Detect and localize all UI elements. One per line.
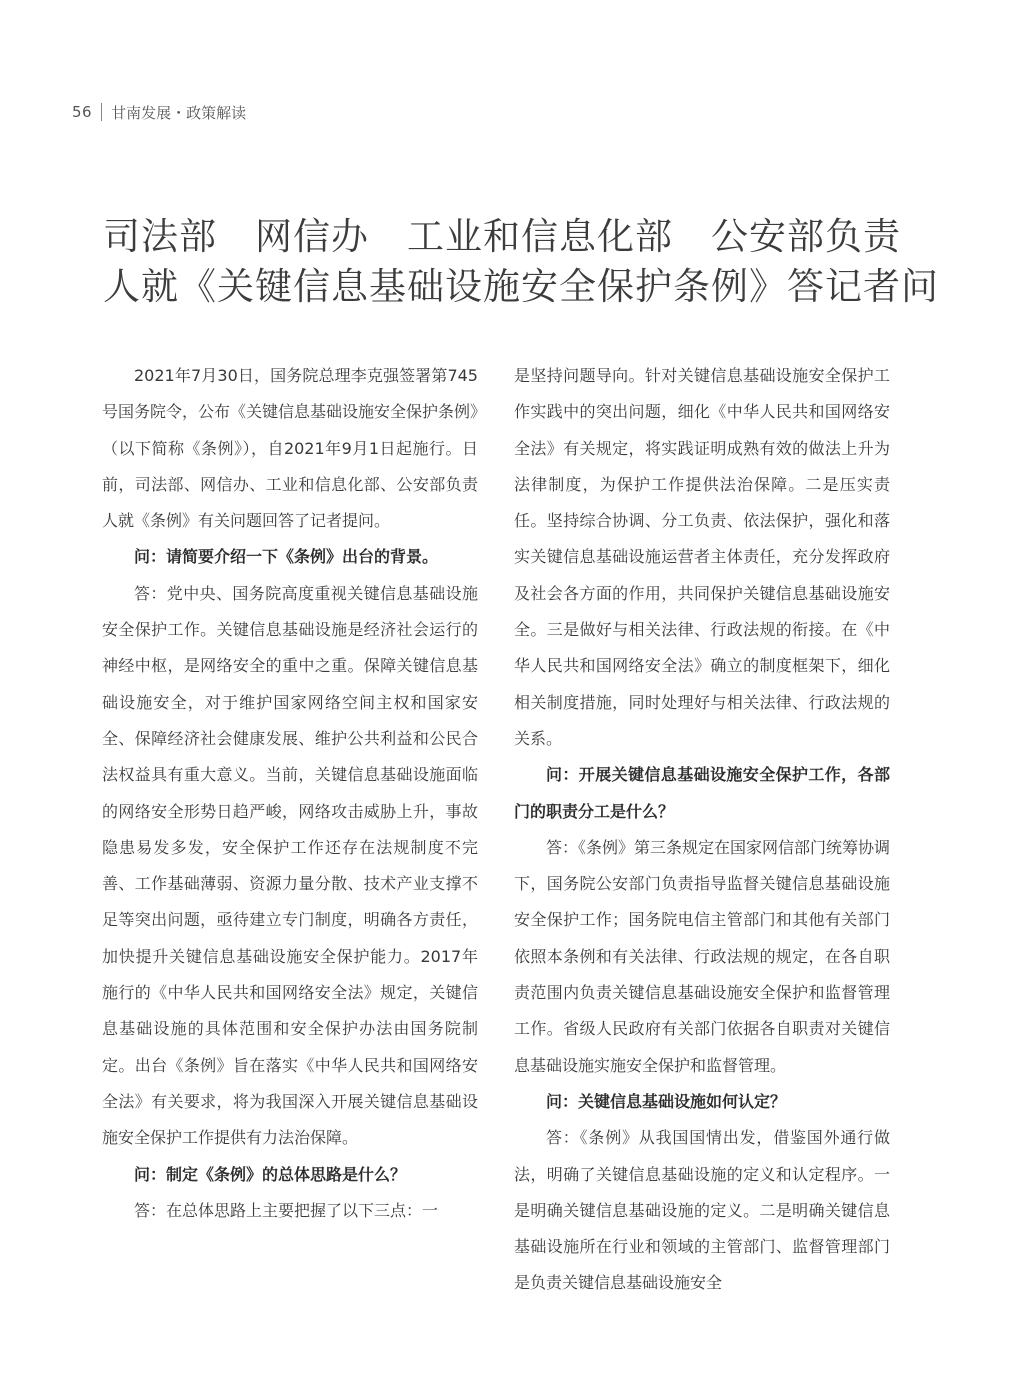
answer-responsibilities: 答：《条例》第三条规定在国家网信部门统筹协调下，国务院公安部门负责指导监督关键信息基础设施安全保护工作；国务院电信主管部门和其他有关部门依照本条例和有关法律、行政法规的规定，在各自职责范围内负责关键信息基础设施安全保护和监督管理工作。省级人民政府有关部门依据各自职责对关键信息基础设施实施安全保护和监督管理。 [514, 837, 891, 1075]
right-column [514, 358, 890, 1302]
answer-overall-approach-continued: 是坚持问题导向。针对关键信息基础设施安全保护工作实践中的突出问题，细化《中华人民共和国网络安全法》有关规定，将实践证明成熟有效的做法上升为法律制度，为保护工作提供法治保障。二是压实责任。坚持综合协调、分工负责、依法保护，强化和落实关键信息基础设施运营者主体责任，充分发挥政府及社会各方面的作用，共同保护关键信息基础设施安全。三是做好与相关法律、行政法规的衔接。在《中华人民共和国网络安全法》确立的制度框架下，细化相关制度措施，同时处理好与相关法律、行政法规的关系。 [514, 366, 890, 748]
header-divider [101, 103, 102, 121]
question-responsibilities: 问：开展关键信息基础设施安全保护工作，各部门的职责分工是什么？ [514, 765, 890, 821]
question-identification: 问：关键信息基础设施如何认定？ [546, 1091, 787, 1111]
article-title [103, 212, 939, 312]
question-overall-approach: 问：制定《条例》的总体思路是什么？ [134, 1164, 407, 1184]
intro-paragraph: 2021年7月30日，国务院总理李克强签署第745号国务院令，公布《关键信息基础设施安全保护条例》（以下简称《条例》），自2021年9月1日起施行。日前，司法部、网信办、工业和信息化部、公安部负责人就《条例》有关问题回答了记者提问。 [102, 366, 479, 531]
left-column [102, 358, 478, 1229]
answer-overall-approach-start: 答：在总体思路上主要把握了以下三点：一 [134, 1200, 439, 1220]
running-header [72, 100, 246, 124]
page-number: 56 [72, 103, 93, 121]
article-title-line-1: 司法部 网信办 工业和信息化部 公安部负责 [103, 215, 901, 258]
article-title-line-2: 人就《关键信息基础设施安全保护条例》答记者问 [103, 265, 939, 308]
question-background: 问：请简要介绍一下《条例》出台的背景。 [134, 547, 439, 567]
section-title: 甘南发展・政策解读 [111, 103, 247, 122]
answer-identification: 答：《条例》从我国国情出发，借鉴国外通行做法，明确了关键信息基础设施的定义和认定程序。一是明确关键信息基础设施的定义。二是明确关键信息基础设施所在行业和领域的主管部门、监督管理部门是负责关键信息基础设施安全 [514, 1128, 890, 1293]
answer-background: 答：党中央、国务院高度重视关键信息基础设施安全保护工作。关键信息基础设施是经济社会运行的神经中枢，是网络安全的重中之重。保障关键信息基础设施安全，对于维护国家网络空间主权和国家安全、保障经济社会健康发展、维护公共利益和公民合法权益具有重大意义。当前，关键信息基础设施面临的网络安全形势日趋严峻，网络攻击威胁上升，事故隐患易发多发，安全保护工作还存在法规制度不完善、工作基础薄弱、资源力量分散、技术产业支撑不足等突出问题，亟待建立专门制度，明确各方责任，加快提升关键信息基础设施安全保护能力。2017年施行的《中华人民共和国网络安全法》规定，关键信息基础设施的具体范围和安全保护办法由国务院制定。出台《条例》旨在落实《中华人民共和国网络安全法》有关要求，将为我国深入开展关键信息基础设施安全保护工作提供有力法治保障。 [102, 583, 478, 1148]
